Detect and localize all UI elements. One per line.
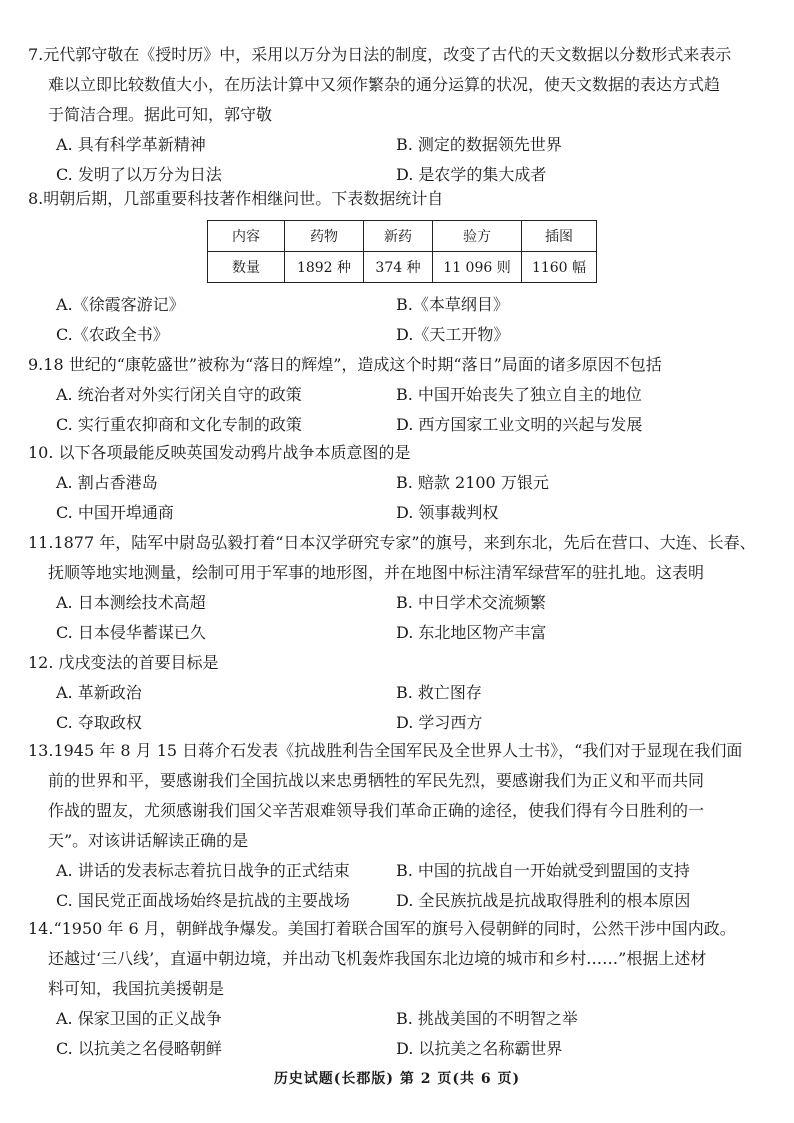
option-d: D. 领事裁判权: [396, 503, 499, 522]
options: [28, 678, 768, 738]
table-cell: 11 096 则: [433, 252, 522, 283]
option-c: C. 国民党正面战场始终是抗战的主要战场: [56, 891, 350, 910]
stem-line: 13.1945 年 8 月 15 日蒋介石发表《抗战胜利告全国军民及全世界人士书》，“我们对于显现在我们面: [28, 741, 743, 760]
options: [28, 588, 768, 648]
option-a: A. 革新政治: [56, 683, 142, 702]
option-c: C. 以抗美之名侵略朝鲜: [56, 1039, 222, 1058]
question-stem: [28, 528, 768, 588]
question-14: [28, 914, 768, 1064]
stem-line: 难以立即比较数值大小，在历法计算中又须作繁杂的通分运算的状况，使天文数据的表达方式趋: [48, 75, 721, 94]
table-row: [208, 252, 597, 283]
option-a: A.《徐霞客游记》: [56, 295, 185, 314]
option-b: B. 测定的数据领先世界: [396, 135, 562, 154]
table-cell: 1892 种: [285, 252, 364, 283]
option-a: A. 日本测绘技术高超: [56, 593, 206, 612]
option-b: B. 中国开始丧失了独立自主的地位: [396, 385, 642, 404]
page-footer: 历史试题(长郡版) 第 2 页(共 6 页): [273, 1071, 521, 1087]
stem-line: 7.元代郭守敬在《授时历》中，采用以万分为日法的制度，改变了古代的天文数据以分数形式来表示: [28, 45, 732, 64]
option-d: D. 以抗美之名称霸世界: [396, 1039, 563, 1058]
option-c: C. 夺取政权: [56, 713, 142, 732]
options: [28, 468, 768, 528]
question-9: [28, 350, 768, 440]
stem-line: 9.18 世纪的“康乾盛世”被称为“落日的辉煌”，造成这个时期“落日”局面的诸多原因不包括: [28, 355, 662, 374]
option-b: B. 赔款 2100 万银元: [396, 473, 549, 492]
question-stem: [28, 40, 768, 130]
question-stem: [28, 184, 768, 214]
option-b: B.《本草纲目》: [396, 295, 509, 314]
option-c: C. 发明了以万分为日法: [56, 165, 222, 184]
question-7: [28, 40, 768, 190]
question-stem: [28, 648, 768, 678]
options: [28, 856, 768, 916]
option-b: B. 挑战美国的不明智之举: [396, 1009, 578, 1028]
option-b: B. 中国的抗战自一开始就受到盟国的支持: [396, 861, 690, 880]
stem-line: 8.明朝后期，几部重要科技著作相继问世。下表数据统计自: [28, 189, 444, 208]
table-cell: 数量: [208, 252, 285, 283]
stem-line: 料可知，我国抗美援朝是: [48, 979, 225, 998]
question-13: [28, 736, 768, 916]
question-stem: [28, 914, 768, 1004]
question-8-options: [28, 290, 768, 350]
table-cell: 1160 幅: [522, 252, 597, 283]
option-d: D. 学习西方: [396, 713, 483, 732]
question-12: [28, 648, 768, 738]
stem-line: 前的世界和平，要感谢我们全国抗战以来忠勇牺牲的军民先烈，要感谢我们为正义和平而共同: [48, 771, 705, 790]
option-c: C. 中国开埠通商: [56, 503, 174, 522]
option-a: A. 保家卫国的正义战争: [56, 1009, 222, 1028]
option-c: C.《农政全书》: [56, 325, 169, 344]
options: [28, 1004, 768, 1064]
stem-line: 还越过‘三八线’，直逼中朝边境，并出动飞机轰炸我国东北边境的城市和乡村……”根据上述材: [48, 949, 707, 968]
table-cell: 插图: [522, 221, 597, 252]
table-cell: 374 种: [364, 252, 433, 283]
option-b: B. 中日学术交流频繁: [396, 593, 546, 612]
statistics-table: [207, 220, 597, 283]
table-cell: 新药: [364, 221, 433, 252]
option-d: D. 全民族抗战是抗战取得胜利的根本原因: [396, 891, 691, 910]
option-c: C. 实行重农抑商和文化专制的政策: [56, 415, 302, 434]
option-d: D. 是农学的集大成者: [396, 165, 547, 184]
question-11: [28, 528, 768, 648]
stem-line: 天”。对该讲话解读正确的是: [48, 831, 249, 850]
options: [28, 290, 768, 350]
stem-line: 10. 以下各项最能反映英国发动鸦片战争本质意图的是: [28, 443, 411, 462]
question-stem: [28, 350, 768, 380]
option-a: A. 具有科学革新精神: [56, 135, 206, 154]
option-b: B. 救亡图存: [396, 683, 482, 702]
question-stem: [28, 736, 768, 856]
option-d: D. 西方国家工业文明的兴起与发展: [396, 415, 643, 434]
question-8: [28, 184, 768, 214]
option-a: A. 讲话的发表标志着抗日战争的正式结束: [56, 861, 350, 880]
stem-line: 12. 戊戌变法的首要目标是: [28, 653, 219, 672]
table-cell: 内容: [208, 221, 285, 252]
stem-line: 于简洁合理。据此可知，郭守敬: [48, 105, 273, 124]
option-a: A. 统治者对外实行闭关自守的政策: [56, 385, 302, 404]
table-header-row: [208, 221, 597, 252]
options: [28, 380, 768, 440]
table-cell: 药物: [285, 221, 364, 252]
table-cell: 验方: [433, 221, 522, 252]
stem-line: 作战的盟友，尤须感谢我们国父辛苦艰难领导我们革命正确的途径，使我们得有今日胜利的一: [48, 801, 705, 820]
options: [28, 130, 768, 190]
question-10: [28, 438, 768, 528]
stem-line: 14.“1950 年 6 月，朝鲜战争爆发。美国打着联合国军的旗号入侵朝鲜的同时，公然干涉中国内政。: [28, 919, 736, 938]
question-stem: [28, 438, 768, 468]
option-a: A. 割占香港岛: [56, 473, 158, 492]
option-d: D.《天工开物》: [396, 325, 510, 344]
stem-line: 11.1877 年，陆军中尉岛弘毅打着“日本汉学研究专家”的旗号，来到东北，先后在营口、大连、长春、: [28, 533, 756, 552]
option-d: D. 东北地区物产丰富: [396, 623, 547, 642]
stem-line: 抚顺等地实地测量，绘制可用于军事的地形图，并在地图中标注清军绿营军的驻扎地。这表明: [48, 563, 705, 582]
option-c: C. 日本侵华蓄谋已久: [56, 623, 206, 642]
